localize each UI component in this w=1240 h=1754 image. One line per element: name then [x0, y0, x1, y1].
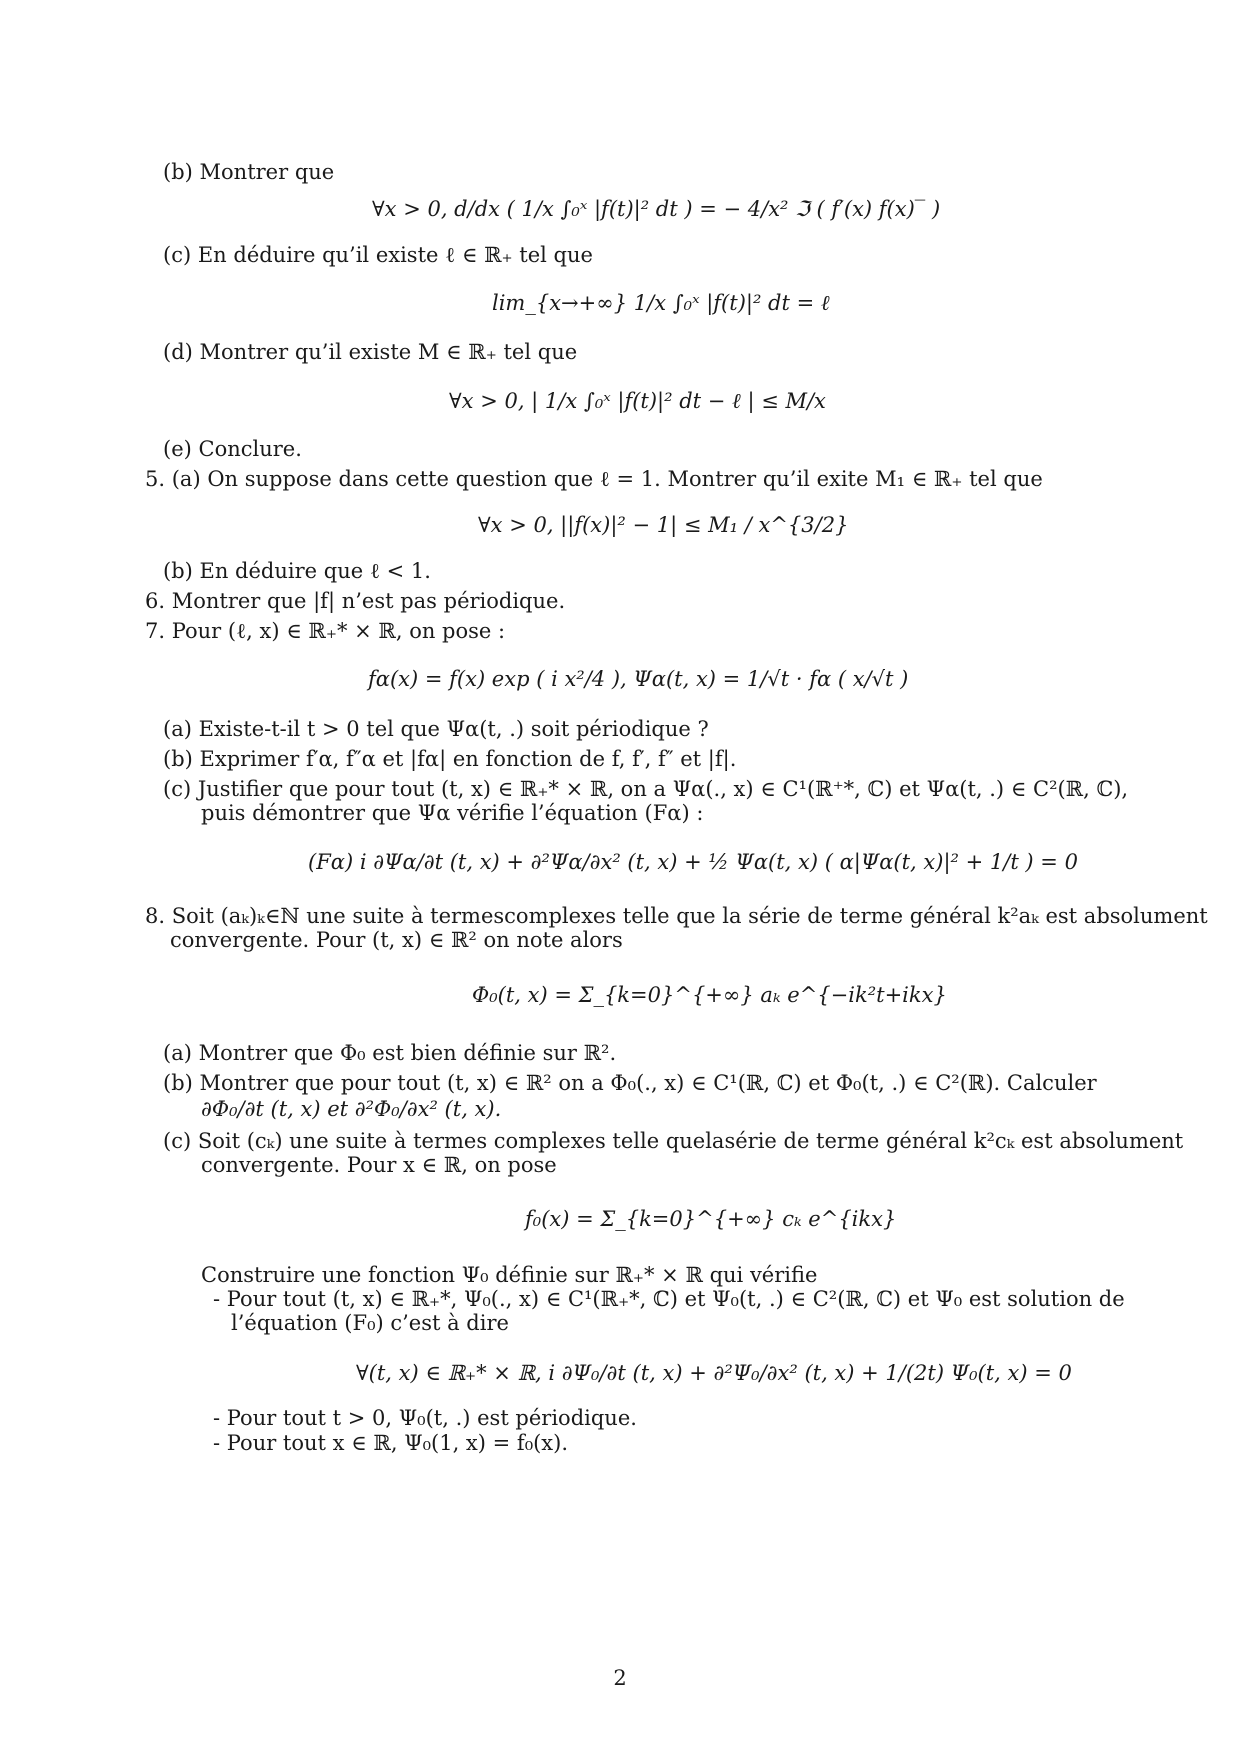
- q8a-label: (a): [163, 1041, 192, 1065]
- q5a-statement: [145, 466, 1043, 494]
- q8c-formula2: ∀(t, x) ∈ ℝ₊* × ℝ, i ∂Ψ₀/∂t (t, x) + ∂²Ψ₀/∂x² (t, x) + 1/(2t) Ψ₀(t, x) = 0: [356, 1361, 1072, 1385]
- q8b-label: (b): [163, 1071, 193, 1095]
- q8c-text2: convergente. Pour x ∈ ℝ, on pose: [201, 1153, 557, 1177]
- q8c-bullet1-line1: - Pour tout (t, x) ∈ ℝ₊*, Ψ₀(., x) ∈ C¹(ℝ₊*, ℂ) et Ψ₀(t, .) ∈ C²(ℝ, ℂ) et Ψ₀ est solution de: [213, 1287, 1125, 1311]
- q7b-statement: [163, 746, 736, 774]
- q8-number: 8.: [145, 904, 166, 928]
- q5-number: 5.: [145, 467, 166, 491]
- q5a-formula: ∀x > 0, ||f(x)|² − 1| ≤ M₁ / x^{3/2}: [478, 513, 849, 537]
- q8c-formula: f₀(x) = Σ_{k=0}^{+∞} cₖ e^{ikx}: [525, 1207, 897, 1231]
- q7a-label: (a): [163, 717, 192, 741]
- q4d-formula: ∀x > 0, | 1/x ∫₀ˣ |f(t)|² dt − ℓ | ≤ M/x: [449, 389, 826, 413]
- q6-statement: [145, 588, 565, 616]
- q4c-label: (c): [163, 243, 192, 267]
- q7a-statement: [163, 716, 709, 744]
- q8c-construct: Construire une fonction Ψ₀ définie sur ℝ₊* × ℝ qui vérifie: [201, 1263, 818, 1287]
- q4c-formula: lim_{x→+∞} 1/x ∫₀ˣ |f(t)|² dt = ℓ: [492, 291, 830, 315]
- q4c-text: En déduire qu’il existe ℓ ∈ ℝ₊ tel que: [197, 243, 593, 267]
- q6-text: Montrer que |f| n’est pas périodique.: [171, 589, 566, 613]
- q4b-label: (b): [163, 160, 193, 184]
- q4b-text: Montrer que: [199, 160, 335, 184]
- q4e-statement: [163, 436, 302, 464]
- q7c-text1: Justifier que pour tout (t, x) ∈ ℝ₊* × ℝ, on a Ψα(., x) ∈ C¹(ℝ⁺*, ℂ) et Ψα(t, .) ∈ C²(ℝ, ℂ),: [197, 777, 1129, 801]
- q5b-label: (b): [163, 559, 193, 583]
- q7-statement: [145, 618, 505, 646]
- q7-number: 7.: [145, 619, 166, 643]
- q5b-text: En déduire que ℓ < 1.: [199, 559, 431, 583]
- q7b-text: Exprimer f′α, f″α et |fα| en fonction de f, f′, f″ et |f|.: [199, 747, 737, 771]
- q4d-text: Montrer qu’il existe M ∈ ℝ₊ tel que: [199, 340, 578, 364]
- q4d-statement: [163, 339, 577, 367]
- q8b-statement: [163, 1070, 1097, 1098]
- q8c-text1: Soit (cₖ) une suite à termes complexes telle quelasérie de terme général k²cₖ est absolument: [197, 1129, 1184, 1153]
- q8-text1: Soit (aₖ)ₖ∈ℕ une suite à termescomplexes telle que la série de terme général k²aₖ est absolument: [171, 904, 1208, 928]
- q5b-statement: [163, 558, 431, 586]
- q4b-formula: ∀x > 0, d/dx ( 1/x ∫₀ˣ |f(t)|² dt ) = − 4/x² ℑ ( f′(x) f(x)‾ ): [372, 197, 941, 221]
- q8c-label: (c): [163, 1129, 192, 1153]
- q4e-label: (e): [163, 437, 192, 461]
- q8-formula: Φ₀(t, x) = Σ_{k=0}^{+∞} aₖ e^{−ik²t+ikx}: [472, 983, 947, 1007]
- q7c-label: (c): [163, 777, 192, 801]
- q7b-label: (b): [163, 747, 193, 771]
- q8a-statement: [163, 1040, 616, 1068]
- q7c-text2: puis démontrer que Ψα vérifie l’équation (Fα) :: [201, 801, 704, 825]
- q7-text: Pour (ℓ, x) ∈ ℝ₊* × ℝ, on pose :: [171, 619, 506, 643]
- q8c-bullet1-line2: l’équation (F₀) c’est à dire: [231, 1311, 509, 1335]
- q8a-text: Montrer que Φ₀ est bien définie sur ℝ².: [198, 1041, 617, 1065]
- q7-formula: fα(x) = f(x) exp ( i x²/4 ), Ψα(t, x) = 1/√t · fα ( x/√t ): [368, 667, 909, 691]
- q4c-statement: [163, 242, 593, 270]
- page-number: 2: [613, 1666, 627, 1690]
- q4b-statement: [163, 159, 334, 187]
- q4e-text: Conclure.: [198, 437, 302, 461]
- q7a-text: Existe-t-il t > 0 tel que Ψα(t, .) soit périodique ?: [198, 717, 709, 741]
- q8b-text1: Montrer que pour tout (t, x) ∈ ℝ² on a Φ₀(., x) ∈ C¹(ℝ, ℂ) et Φ₀(t, .) ∈ C²(ℝ). Calculer: [199, 1071, 1097, 1095]
- q5a-label: (a): [171, 467, 201, 491]
- q8c-bullet3: - Pour tout x ∈ ℝ, Ψ₀(1, x) = f₀(x).: [213, 1431, 569, 1455]
- q8c-bullet2: - Pour tout t > 0, Ψ₀(t, .) est périodique.: [213, 1406, 637, 1430]
- q8-text2: convergente. Pour (t, x) ∈ ℝ² on note alors: [170, 928, 623, 952]
- q4d-label: (d): [163, 340, 193, 364]
- q7c-formula: (Fα) i ∂Ψα/∂t (t, x) + ∂²Ψα/∂x² (t, x) + ½ Ψα(t, x) ( α|Ψα(t, x)|² + 1/t ) = 0: [308, 850, 1078, 874]
- q5a-text: On suppose dans cette question que ℓ = 1. Montrer qu’il exite M₁ ∈ ℝ₊ tel que: [207, 467, 1043, 491]
- q8b-text2: ∂Φ₀/∂t (t, x) et ∂²Φ₀/∂x² (t, x).: [201, 1097, 502, 1121]
- q6-number: 6.: [145, 589, 166, 613]
